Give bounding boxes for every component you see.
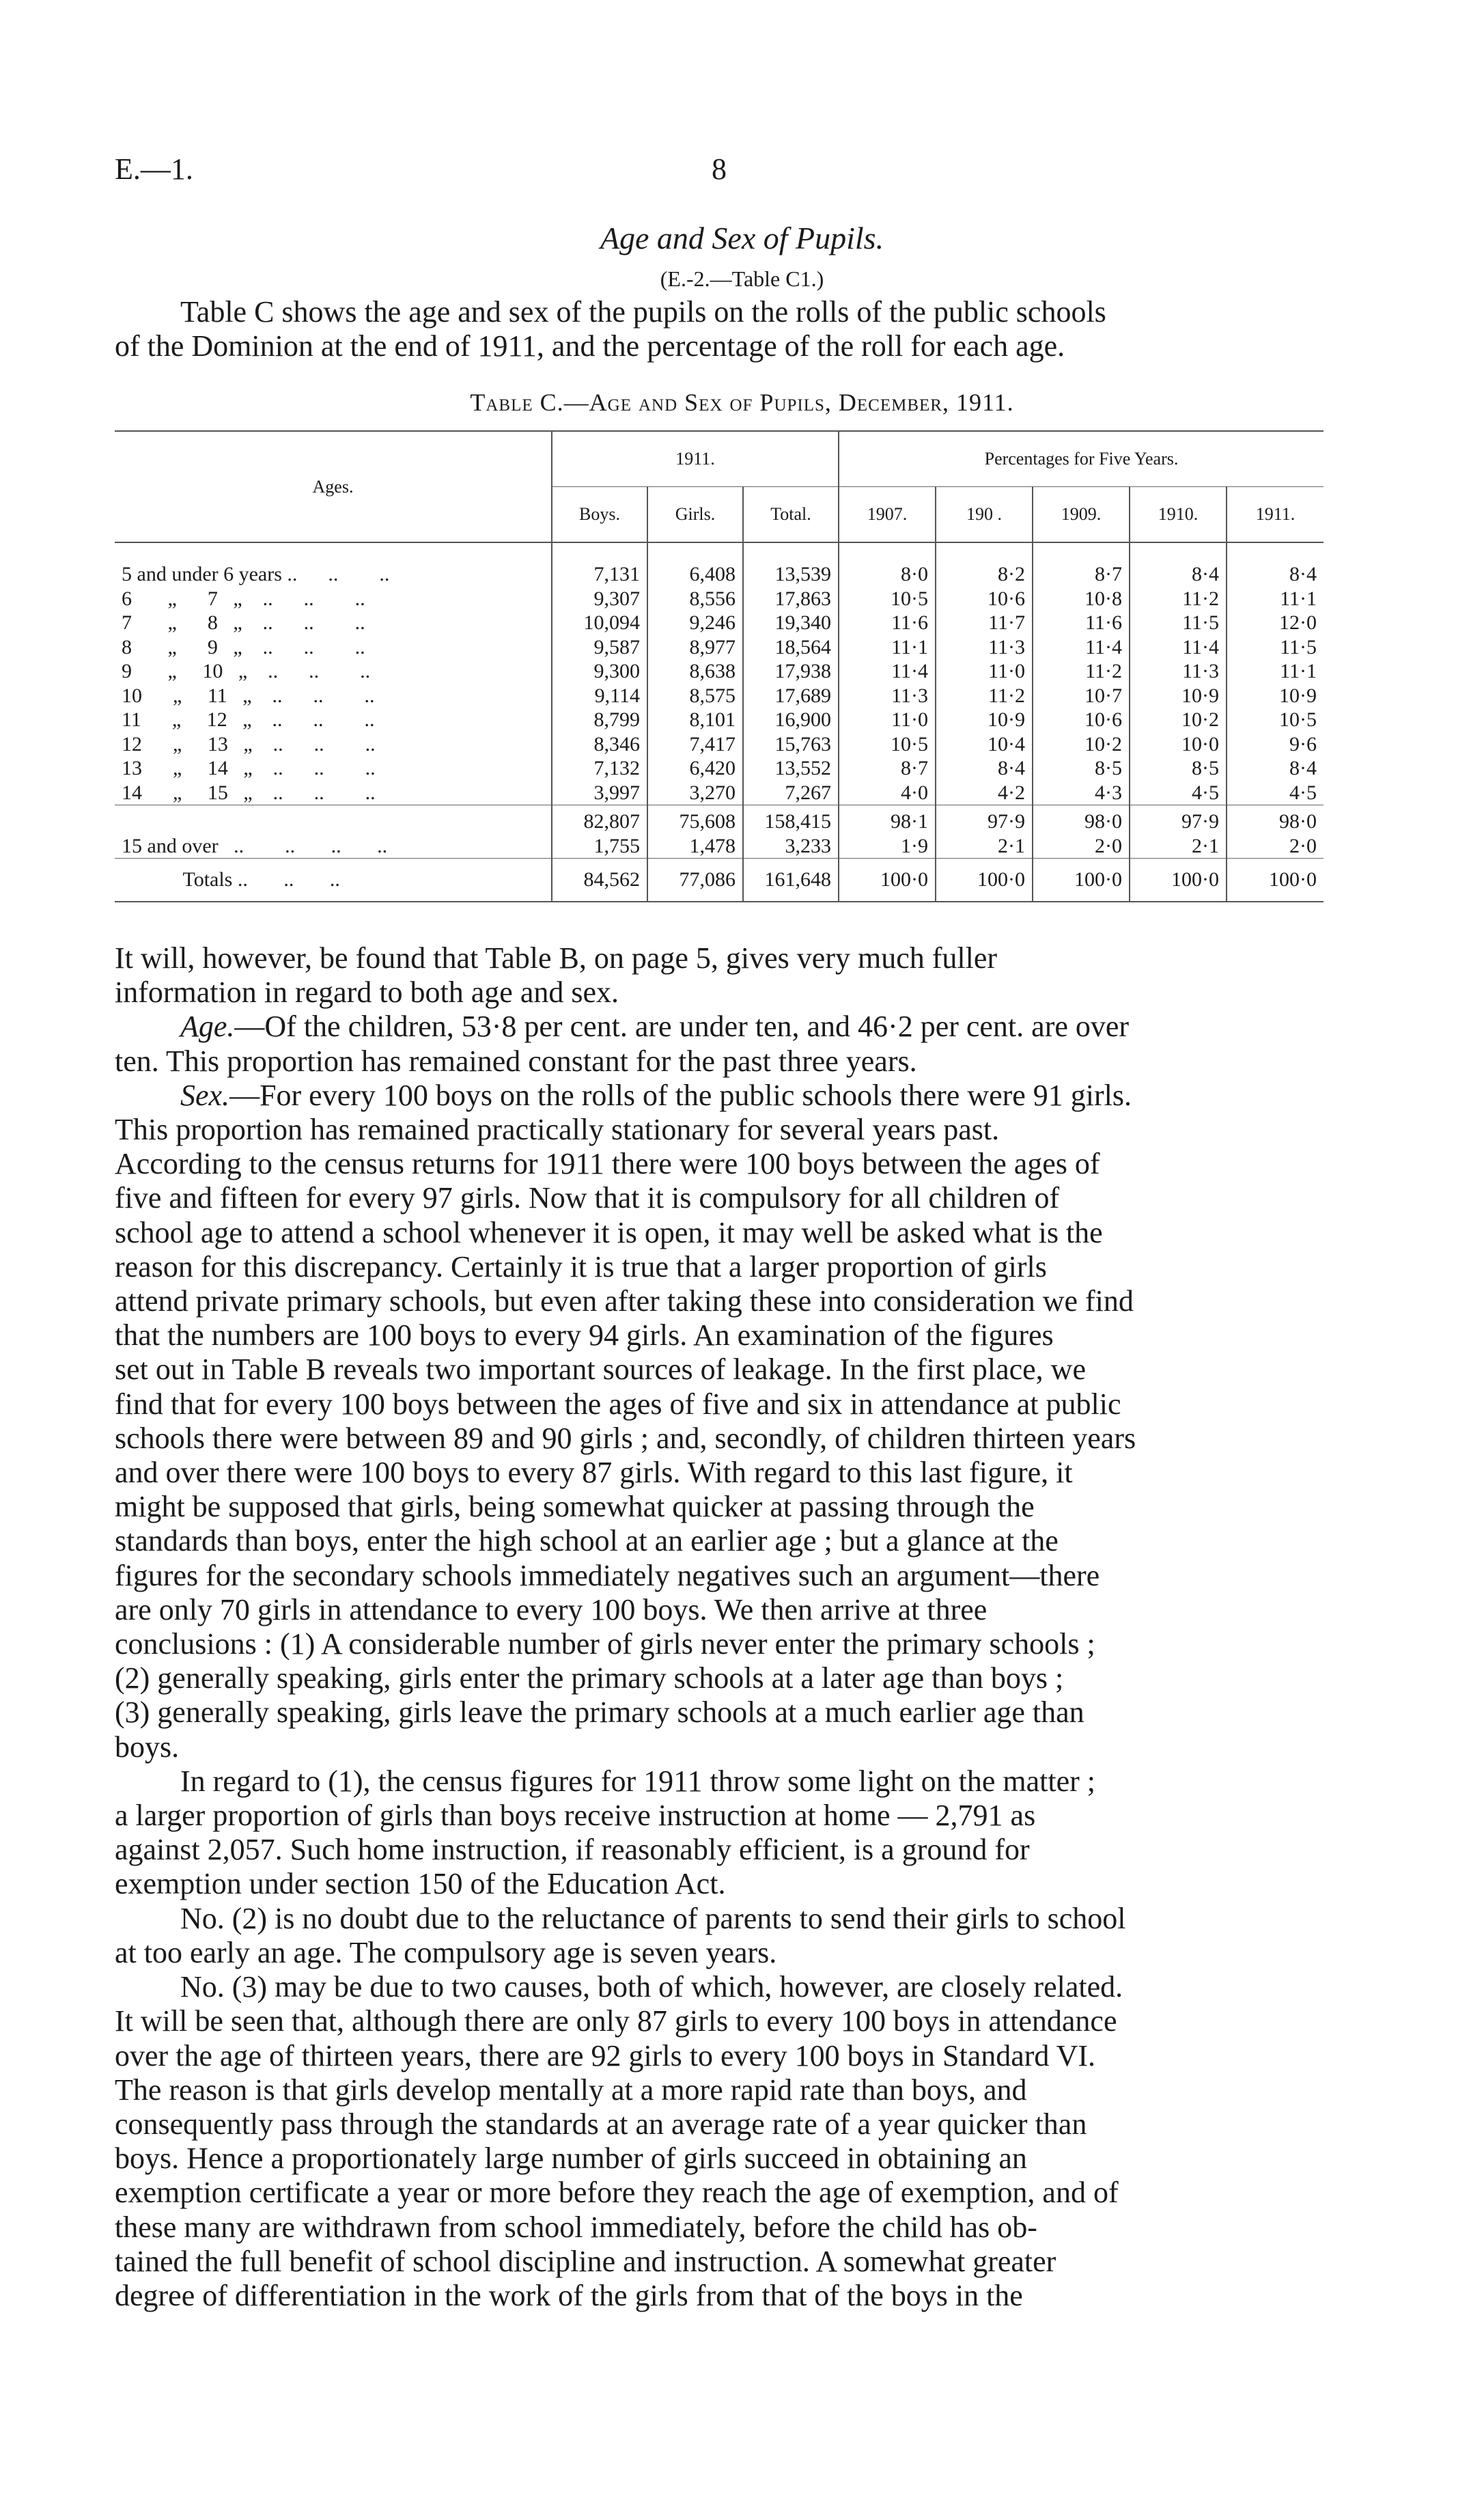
col-header-total: Total. <box>743 487 839 543</box>
age-cell: 13 „ 14 „ .. .. .. <box>122 757 376 779</box>
cell-p1907: 10·5 <box>839 587 936 611</box>
cell-p1907: 100·0 <box>839 859 936 902</box>
section-title: Age and Sex of Pupils. <box>600 221 884 255</box>
text-line: exemption certificate a year or more before they reach the age of exemption, and of <box>115 2176 1119 2210</box>
text-line: set out in Table B reveals two important sources of leakage. In the first place, we <box>115 1353 1086 1387</box>
cell-p1907: 8·0 <box>839 542 936 587</box>
cell-boys: 84,562 <box>552 859 647 902</box>
cell-p1907: 4·0 <box>839 781 936 805</box>
cell-p1909: 2·0 <box>1033 834 1130 859</box>
age-cell: 10 „ 11 „ .. .. .. <box>122 684 375 707</box>
cell-p1909: 11·4 <box>1033 635 1130 660</box>
text-line: Table C shows the age and sex of the pupils on the rolls of the public schools <box>180 295 1106 329</box>
cell-p1911: 8·4 <box>1227 542 1324 587</box>
cell-boys: 10,094 <box>552 611 647 635</box>
table-row <box>115 542 1324 587</box>
cell-boys: 1,755 <box>552 834 647 859</box>
cell-p1910: 10·0 <box>1130 732 1227 757</box>
text-line: reason for this discrepancy. Certainly it is true that a larger proportion of girls <box>115 1249 1047 1284</box>
text-line: ten. This proportion has remained constant for the past three years. <box>115 1044 917 1078</box>
text-line: It will, however, be found that Table B, on page 5, gives very much fuller <box>115 941 998 975</box>
text-line: a larger proportion of girls than boys receive instruction at home — 2,791 as <box>115 1799 1036 1833</box>
cell-p1908: 10·4 <box>936 732 1033 757</box>
cell-girls: 77,086 <box>647 859 743 902</box>
text-line: conclusions : (1) A considerable number of girls never enter the primary schools ; <box>115 1627 1095 1661</box>
cell-p1911: 11·5 <box>1227 635 1324 660</box>
cell-total: 18,564 <box>743 635 839 660</box>
cell-boys: 8,799 <box>552 708 647 732</box>
text-line: at too early an age. The compulsory age is seven years. <box>115 1935 777 1969</box>
text-line: boys. <box>115 1730 180 1764</box>
cell-p1907: 11·1 <box>839 635 936 660</box>
cell-p1910: 10·2 <box>1130 708 1227 732</box>
col-header-1909: 1909. <box>1033 487 1130 543</box>
cell-p1911: 4·5 <box>1227 781 1324 805</box>
cell-p1911: 11·1 <box>1227 587 1324 611</box>
cell-girls: 1,478 <box>647 834 743 859</box>
subtotal-row <box>115 805 1324 834</box>
text-line: information in regard to both age and sex. <box>115 975 619 1010</box>
table-row <box>115 659 1324 684</box>
cell-boys: 9,587 <box>552 635 647 660</box>
section-reference: (E.-2.—Table C1.) <box>660 266 824 291</box>
table-row <box>115 708 1324 732</box>
cell-boys: 7,132 <box>552 756 647 781</box>
cell-total: 13,539 <box>743 542 839 587</box>
age-cell: 12 „ 13 „ .. .. .. <box>122 732 376 756</box>
cell-p1909: 100·0 <box>1033 859 1130 902</box>
text-line: and over there were 100 boys to every 87 girls. With regard to this last figure, it <box>115 1456 1073 1490</box>
cell-total: 17,689 <box>743 684 839 708</box>
table-row <box>115 684 1324 708</box>
cell-total: 3,233 <box>743 834 839 859</box>
text-line: school age to attend a school whenever it is open, it may well be asked what is the <box>115 1215 1103 1249</box>
cell-p1907: 11·4 <box>839 659 936 684</box>
cell-p1908: 100·0 <box>936 859 1033 902</box>
cell-p1908: 97·9 <box>936 805 1033 834</box>
age-cell: 5 and under 6 years .. .. .. <box>122 563 390 585</box>
text-line: schools there were between 89 and 90 girls ; and, secondly, of children thirteen years <box>115 1421 1136 1455</box>
cell-girls: 6,420 <box>647 756 743 781</box>
text-line <box>115 1079 1324 1113</box>
text-line: are only 70 girls in attendance to every 100 boys. We then arrive at three <box>115 1592 988 1626</box>
age-cell: 11 „ 12 „ .. .. .. <box>122 708 375 731</box>
col-header-1910: 1910. <box>1130 487 1227 543</box>
text-line: It will be seen that, although there are only 87 girls to every 100 boys in attendance <box>115 2004 1117 2038</box>
table-caption-text: Age and Sex of Pupils, December, 1911. <box>589 389 1014 416</box>
cell-girls: 8,575 <box>647 684 743 708</box>
cell-p1909: 11·6 <box>1033 611 1130 635</box>
cell-p1910: 4·5 <box>1130 781 1227 805</box>
cell-total: 158,415 <box>743 805 839 834</box>
body-text <box>115 941 1324 2313</box>
cell-p1909: 10·8 <box>1033 587 1130 611</box>
cell-total: 15,763 <box>743 732 839 757</box>
cell-boys: 3,997 <box>552 781 647 805</box>
cell-girls: 8,977 <box>647 635 743 660</box>
text-line: that the numbers are 100 boys to every 94 girls. An examination of the figures <box>115 1318 1054 1353</box>
cell-p1908: 11·2 <box>936 684 1033 708</box>
text-line: consequently pass through the standards at an average rate of a year quicker than <box>115 2107 1087 2141</box>
age-text: —Of the children, 53·8 per cent. are under ten, and 46·2 per cent. are over <box>234 1010 1130 1044</box>
cell-total: 13,552 <box>743 756 839 781</box>
cell-total: 19,340 <box>743 611 839 635</box>
text-line: figures for the secondary schools immediately negatives such an argument—there <box>115 1558 1100 1592</box>
cell-p1907: 10·5 <box>839 732 936 757</box>
text-line: tained the full benefit of school discipline and instruction. A somewhat greater <box>115 2244 1056 2278</box>
text-line: find that for every 100 boys between the ages of five and six in attendance at public <box>115 1387 1121 1421</box>
text-line: standards than boys, enter the high school at an earlier age ; but a glance at the <box>115 1524 1059 1558</box>
text-line: The reason is that girls develop mentally at a more rapid rate than boys, and <box>115 2073 1027 2107</box>
cell-p1911: 98·0 <box>1227 805 1324 834</box>
cell-p1907: 11·3 <box>839 684 936 708</box>
age-cell: 8 „ 9 „ .. .. .. <box>122 635 365 659</box>
table-body <box>115 542 1324 902</box>
table-row <box>115 587 1324 611</box>
sex-label: Sex. <box>180 1078 230 1112</box>
cell-p1911: 9·6 <box>1227 732 1324 757</box>
cell-p1910: 8·4 <box>1130 542 1227 587</box>
text-line: In regard to (1), the census figures for 1911 throw some light on the matter ; <box>180 1764 1096 1798</box>
cell-girls: 75,608 <box>647 805 743 834</box>
cell-total: 17,863 <box>743 587 839 611</box>
cell-p1907: 98·1 <box>839 805 936 834</box>
cell-p1909: 8·7 <box>1033 542 1130 587</box>
cell-total: 17,938 <box>743 659 839 684</box>
cell-girls: 7,417 <box>647 732 743 757</box>
cell-p1909: 98·0 <box>1033 805 1130 834</box>
age-cell: 7 „ 8 „ .. .. .. <box>122 611 365 634</box>
totals-row <box>115 859 1324 902</box>
table-header-row <box>115 431 1324 487</box>
col-group-1911: 1911. <box>552 431 839 487</box>
text-line: against 2,057. Such home instruction, if reasonably efficient, is a ground for <box>115 1833 1030 1867</box>
col-header-girls: Girls. <box>647 487 743 543</box>
age-cell: 9 „ 10 „ .. .. .. <box>122 660 371 682</box>
age-cell: 6 „ 7 „ .. .. .. <box>122 587 365 610</box>
cell-boys: 7,131 <box>552 542 647 587</box>
cell-p1908: 10·9 <box>936 708 1033 732</box>
cell-girls: 9,246 <box>647 611 743 635</box>
cell-boys: 8,346 <box>552 732 647 757</box>
text-line: attend private primary schools, but even after taking these into consideration we find <box>115 1284 1134 1318</box>
cell-p1909: 11·2 <box>1033 659 1130 684</box>
cell-total: 16,900 <box>743 708 839 732</box>
cell-p1910: 10·9 <box>1130 684 1227 708</box>
page-header <box>115 152 1324 193</box>
intro-paragraph <box>115 295 1324 363</box>
text-line: five and fifteen for every 97 girls. Now that it is compulsory for all children of <box>115 1181 1060 1215</box>
col-header-1908: 190 . <box>936 487 1033 543</box>
age-sex-table <box>115 430 1324 902</box>
cell-girls: 3,270 <box>647 781 743 805</box>
table-caption-prefix: Table C.— <box>470 389 589 416</box>
table-row <box>115 635 1324 660</box>
cell-boys: 9,114 <box>552 684 647 708</box>
cell-p1911: 10·5 <box>1227 708 1324 732</box>
table-row <box>115 756 1324 781</box>
col-header-boys: Boys. <box>552 487 647 543</box>
text-line: might be supposed that girls, being somewhat quicker at passing through the <box>115 1490 1035 1524</box>
text-line: No. (2) is no doubt due to the reluctance of parents to send their girls to school <box>180 1901 1126 1935</box>
cell-p1909: 10·7 <box>1033 684 1130 708</box>
col-group-percentages: Percentages for Five Years. <box>839 431 1324 487</box>
cell-boys: 9,307 <box>552 587 647 611</box>
cell-p1910: 11·5 <box>1130 611 1227 635</box>
cell-p1910: 100·0 <box>1130 859 1227 902</box>
cell-p1908: 8·2 <box>936 542 1033 587</box>
text-line: exemption under section 150 of the Education Act. <box>115 1867 726 1901</box>
col-header-ages: Ages. <box>115 431 552 542</box>
text-line: boys. Hence a proportionately large number of girls succeed in obtaining an <box>115 2141 1027 2176</box>
cell-p1908: 11·7 <box>936 611 1033 635</box>
cell-p1910: 11·4 <box>1130 635 1227 660</box>
text-line: degree of differentiation in the work of the girls from that of the boys in the <box>115 2278 1023 2312</box>
age-cell <box>115 805 552 834</box>
text-line: over the age of thirteen years, there are 92 girls to every 100 boys in Standard VI. <box>115 2038 1096 2073</box>
cell-p1911: 8·4 <box>1227 756 1324 781</box>
text-line: of the Dominion at the end of 1911, and the percentage of the roll for each age. <box>115 329 1065 363</box>
cell-p1907: 8·7 <box>839 756 936 781</box>
table-row <box>115 732 1324 757</box>
cell-p1911: 11·1 <box>1227 659 1324 684</box>
text-line: According to the census returns for 1911 there were 100 boys between the ages of <box>115 1147 1100 1181</box>
text-line: This proportion has remained practically stationary for several years past. <box>115 1113 1000 1147</box>
cell-p1908: 2·1 <box>936 834 1033 859</box>
cell-p1909: 10·2 <box>1033 732 1130 757</box>
text-line: (3) generally speaking, girls leave the primary schools at a much earlier age than <box>115 1695 1084 1730</box>
cell-girls: 8,101 <box>647 708 743 732</box>
cell-girls: 8,556 <box>647 587 743 611</box>
col-header-1911: 1911. <box>1227 487 1324 543</box>
age-cell: Totals .. .. .. <box>115 859 552 902</box>
cell-p1911: 100·0 <box>1227 859 1324 902</box>
cell-total: 7,267 <box>743 781 839 805</box>
cell-girls: 6,408 <box>647 542 743 587</box>
cell-p1911: 2·0 <box>1227 834 1324 859</box>
over-15-row <box>115 834 1324 859</box>
cell-p1907: 11·6 <box>839 611 936 635</box>
cell-p1911: 12·0 <box>1227 611 1324 635</box>
cell-p1910: 11·3 <box>1130 659 1227 684</box>
sex-text: —For every 100 boys on the rolls of the public schools there were 91 girls. <box>229 1078 1132 1112</box>
cell-p1908: 11·0 <box>936 659 1033 684</box>
age-cell: 15 and over .. .. .. .. <box>122 834 388 857</box>
cell-total: 161,648 <box>743 859 839 902</box>
cell-p1907: 1·9 <box>839 834 936 859</box>
text-line: No. (3) may be due to two causes, both of which, however, are closely related. <box>180 1970 1123 2004</box>
age-label: Age. <box>180 1010 235 1044</box>
cell-p1910: 97·9 <box>1130 805 1227 834</box>
cell-p1908: 10·6 <box>936 587 1033 611</box>
cell-p1907: 11·0 <box>839 708 936 732</box>
table-caption <box>0 388 1484 417</box>
cell-p1909: 4·3 <box>1033 781 1130 805</box>
cell-boys: 9,300 <box>552 659 647 684</box>
cell-p1908: 8·4 <box>936 756 1033 781</box>
page-number: 8 <box>712 152 727 186</box>
document-code: E.—1. <box>115 152 193 186</box>
cell-p1910: 2·1 <box>1130 834 1227 859</box>
cell-p1909: 10·6 <box>1033 708 1130 732</box>
age-cell: 14 „ 15 „ .. .. .. <box>122 781 376 804</box>
cell-boys: 82,807 <box>552 805 647 834</box>
cell-p1908: 4·2 <box>936 781 1033 805</box>
table-row <box>115 611 1324 635</box>
cell-p1910: 8·5 <box>1130 756 1227 781</box>
col-header-1907: 1907. <box>839 487 936 543</box>
cell-girls: 8,638 <box>647 659 743 684</box>
text-line: these many are withdrawn from school immediately, before the child has ob- <box>115 2210 1037 2244</box>
cell-p1909: 8·5 <box>1033 756 1130 781</box>
text-line <box>115 1010 1324 1044</box>
text-line: (2) generally speaking, girls enter the primary schools at a later age than boys ; <box>115 1661 1064 1695</box>
cell-p1910: 11·2 <box>1130 587 1227 611</box>
table-row <box>115 781 1324 805</box>
cell-p1911: 10·9 <box>1227 684 1324 708</box>
cell-p1908: 11·3 <box>936 635 1033 660</box>
